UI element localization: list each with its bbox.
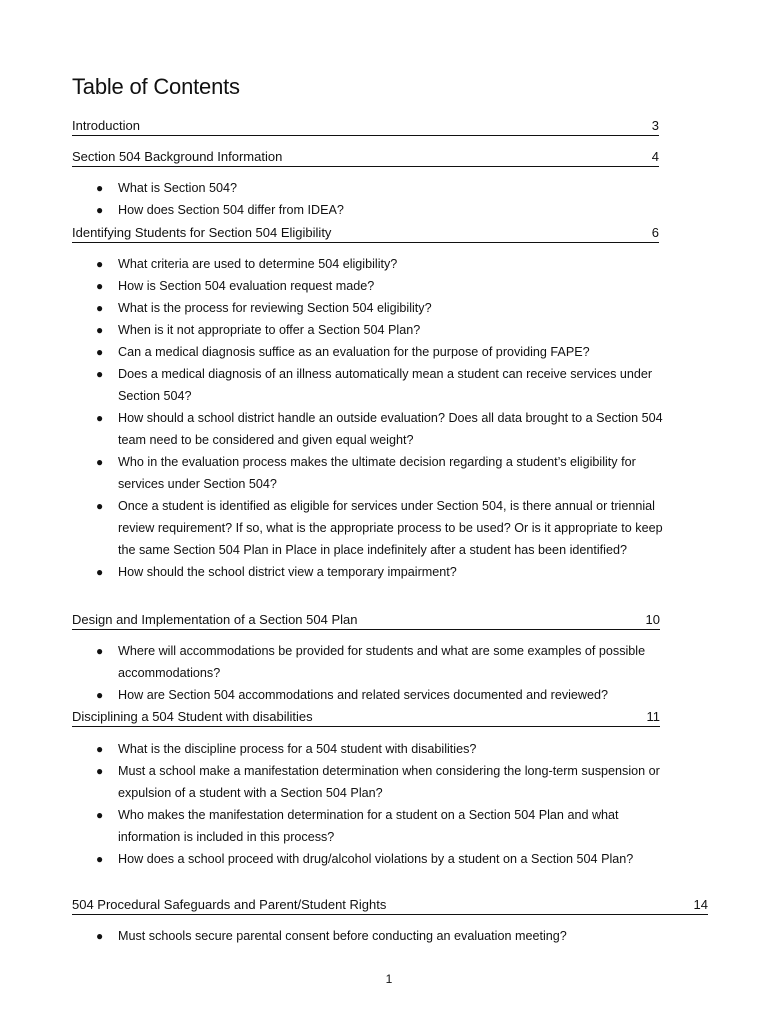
bullet-icon: ● [96,808,104,822]
list-item: ● Once a student is identified as eligible for services under Section 504, is there annual or triennial review requirement? If so, what is the appropriate process to be used? Or is it appropriate to keep the same Section 504 Plan in Place in place indefinitely after a student has been identified? [96,495,670,561]
list-item: ● When is it not appropriate to offer a Section 504 Plan? [96,319,670,341]
toc-sublist-design [96,640,670,706]
list-item: ● What is the process for reviewing Section 504 eligibility? [96,297,670,319]
page-title: Table of Contents [72,74,240,99]
list-item: ● Must schools secure parental consent before conducting an evaluation meeting? [96,925,670,947]
toc-sublist-identifying [96,253,670,583]
bullet-icon: ● [96,257,104,271]
toc-entry-page: 11 [646,709,660,724]
list-item: ● Does a medical diagnosis of an illness automatically mean a student can receive services under Section 504? [96,363,670,407]
list-item: ● What is Section 504? [96,177,670,199]
bullet-icon: ● [96,203,104,217]
toc-entry-label: Section 504 Background Information [72,149,283,164]
bullet-icon: ● [96,279,104,293]
bullet-icon: ● [96,644,104,658]
bullet-icon: ● [96,301,104,315]
bullet-icon: ● [96,367,104,381]
toc-entry-page: 6 [651,225,659,240]
toc-entry-introduction[interactable] [72,115,659,136]
list-item: ● How are Section 504 accommodations and related services documented and reviewed? [96,684,670,706]
list-item: ● Where will accommodations be provided for students and what are some examples of possible accommodations? [96,640,670,684]
toc-entry-label: Introduction [72,118,140,133]
bullet-icon: ● [96,742,104,756]
list-item: ● Can a medical diagnosis suffice as an evaluation for the purpose of providing FAPE? [96,341,670,363]
toc-entry-page: 4 [651,149,659,164]
list-item: ● How does a school proceed with drug/alcohol violations by a student on a Section 504 Plan? [96,848,670,870]
list-item: ● How should a school district handle an outside evaluation? Does all data brought to a Section 504 team need to be considered and given equal weight? [96,407,670,451]
toc-sublist-background [96,177,670,221]
list-item: ● How is Section 504 evaluation request made? [96,275,670,297]
list-item: ● How does Section 504 differ from IDEA? [96,199,670,221]
list-item: ● What is the discipline process for a 504 student with disabilities? [96,738,670,760]
bullet-icon: ● [96,764,104,778]
toc-entry-disciplining[interactable] [72,706,660,727]
bullet-icon: ● [96,499,104,513]
toc-entry-design[interactable] [72,609,660,630]
toc-entry-label: 504 Procedural Safeguards and Parent/Student Rights [72,897,387,912]
toc-entry-label: Design and Implementation of a Section 504 Plan [72,612,358,627]
bullet-icon: ● [96,852,104,866]
bullet-icon: ● [96,688,104,702]
bullet-icon: ● [96,181,104,195]
bullet-icon: ● [96,345,104,359]
toc-entry-page: 10 [645,612,660,627]
toc-sublist-disciplining [96,738,670,870]
bullet-icon: ● [96,411,104,425]
toc-entry-label: Identifying Students for Section 504 Eligibility [72,225,332,240]
bullet-icon: ● [96,929,104,943]
toc-entry-page: 14 [693,897,708,912]
toc-entry-safeguards[interactable] [72,894,708,915]
toc-entry-label: Disciplining a 504 Student with disabilities [72,709,313,724]
bullet-icon: ● [96,323,104,337]
page-number: 1 [385,972,393,986]
toc-entry-page: 3 [651,118,659,133]
list-item: ● Who in the evaluation process makes the ultimate decision regarding a student’s eligibility for services under Section 504? [96,451,670,495]
toc-entry-identifying[interactable] [72,222,659,243]
bullet-icon: ● [96,565,104,579]
toc-entry-background[interactable] [72,146,659,167]
list-item: ● How should the school district view a temporary impairment? [96,561,670,583]
list-item: ● Who makes the manifestation determination for a student on a Section 504 Plan and what information is included in this process? [96,804,670,848]
list-item: ● Must a school make a manifestation determination when considering the long-term suspension or expulsion of a student with a Section 504 Plan? [96,760,670,804]
toc-sublist-safeguards [96,925,670,947]
bullet-icon: ● [96,455,104,469]
list-item: ● What criteria are used to determine 504 eligibility? [96,253,670,275]
